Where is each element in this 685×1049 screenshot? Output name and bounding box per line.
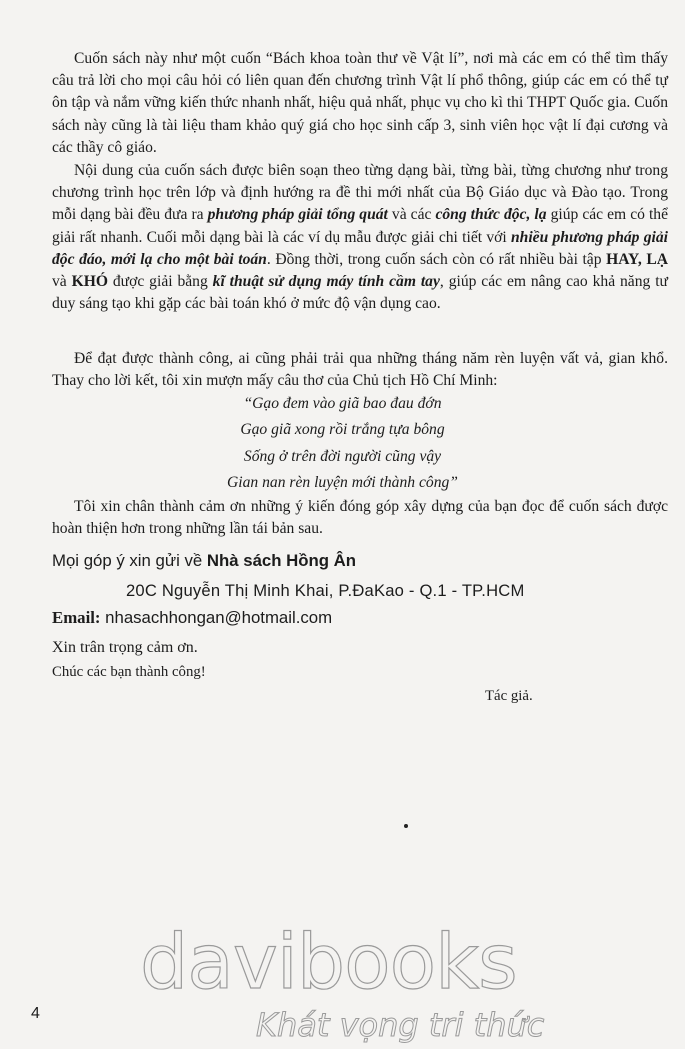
davibooks-watermark-logo bbox=[140, 917, 540, 1006]
contact-intro bbox=[52, 551, 356, 571]
poem bbox=[0, 391, 685, 497]
watermark-tagline: Khát vọng tri thức bbox=[256, 1006, 545, 1044]
content-text-4: . Đồng thời, trong cuốn sách còn có rất nhiều bài tập bbox=[266, 250, 607, 268]
emphasis-calculator-technique: kĩ thuật sử dụng máy tính cầm tay bbox=[212, 273, 440, 291]
contact-intro-text: Mọi góp ý xin gửi về bbox=[52, 551, 207, 570]
poem-line-1: “Gạo đem vào giã bao đau đớn bbox=[243, 395, 442, 412]
closing-text: Để đạt được thành công, ai cũng phải trải qua những tháng năm rèn luyện vất vả, gian khổ. Thay cho lời kết, tôi xin mượn mấy câu thơ của Chủ tịch Hồ Chí Minh: bbox=[52, 350, 668, 390]
thanks-text: Tôi xin chân thành cảm ơn những ý kiến đóng góp xây dựng của bạn đọc để cuốn sách được hoàn thiện hơn trong những lần tái bản sau. bbox=[52, 498, 668, 538]
publisher-name: Nhà sách Hồng Ân bbox=[206, 551, 357, 570]
content-text-7: , giúp các em nâng cao khả năng tư duy sáng tạo khi gặp các bài toán khó ở mức độ vận dụng cao. bbox=[52, 273, 668, 313]
content-paragraph bbox=[52, 160, 668, 315]
poem-line-4: Gian nan rèn luyện mới thành công” bbox=[227, 474, 458, 492]
ink-dot bbox=[404, 824, 408, 828]
closing-paragraph bbox=[52, 348, 668, 392]
publisher-address: 20C Nguyễn Thị Minh Khai, P.ĐaKao - Q.1 - TP.HCM bbox=[126, 581, 525, 600]
emphasis-general-method: phương pháp giải tổng quát bbox=[207, 206, 388, 224]
content-text-2: và các bbox=[387, 206, 436, 224]
thanks-paragraph bbox=[52, 496, 668, 540]
email-label: Email: bbox=[52, 608, 101, 627]
emphasis-hay-la: HAY, LẠ bbox=[606, 250, 669, 268]
emphasis-many-methods: nhiều phương pháp giải độc đáo, mới lạ cho một bài toán bbox=[52, 228, 668, 268]
page-number: 4 bbox=[31, 1005, 40, 1022]
email-line bbox=[52, 608, 332, 628]
content-text-3: giúp các em có thể giải rất nhanh. Cuối mỗi dạng bài là các ví dụ mẫu được giải chi tiết với bbox=[52, 206, 668, 246]
emphasis-kho: KHÓ bbox=[71, 273, 108, 291]
intro-text: Cuốn sách này như một cuốn “Bách khoa toàn thư về Vật lí”, nơi mà các em có thể tìm thấy câu trả lời cho mọi câu hỏi có liên quan đến chương trình Vật lí phổ thông, giúp các em có thể tự ôn tập và nắm vững kiến thức nhanh nhất, hiệu quả nhất, phục vụ cho kì thi THPT Quốc gia. Cuốn sách này cũng là tài liệu tham khảo quý giá cho học sinh cấp 3, sinh viên học vật lí đại cương và các thầy cô giáo. bbox=[52, 50, 668, 156]
emphasis-unique-formulas: công thức độc, lạ bbox=[435, 206, 547, 224]
content-text-5: và bbox=[52, 273, 72, 291]
watermark-brand: davibooks bbox=[140, 917, 517, 1006]
content-text-6: được giải bằng bbox=[108, 273, 213, 291]
thanks-line: Xin trân trọng cảm ơn. bbox=[52, 639, 198, 656]
intro-paragraph bbox=[52, 48, 668, 159]
email-address: nhasachhongan@hotmail.com bbox=[100, 608, 333, 627]
poem-line-3: Sống ở trên đời người cũng vậy bbox=[243, 447, 442, 465]
poem-line-2: Gạo giã xong rồi trắng tựa bông bbox=[240, 421, 445, 439]
author-signature: Tác giả. bbox=[485, 688, 533, 704]
wish-line: Chúc các bạn thành công! bbox=[52, 664, 206, 680]
content-text-1: Nội dung của cuốn sách được biên soạn theo từng dạng bài, từng bài, từng chương như trong chương trình học trên lớp và định hướng ra đề thi mới nhất của Bộ Giáo dục và Đào tạo. Trong mỗi dạng bài đều đưa ra bbox=[52, 162, 668, 224]
